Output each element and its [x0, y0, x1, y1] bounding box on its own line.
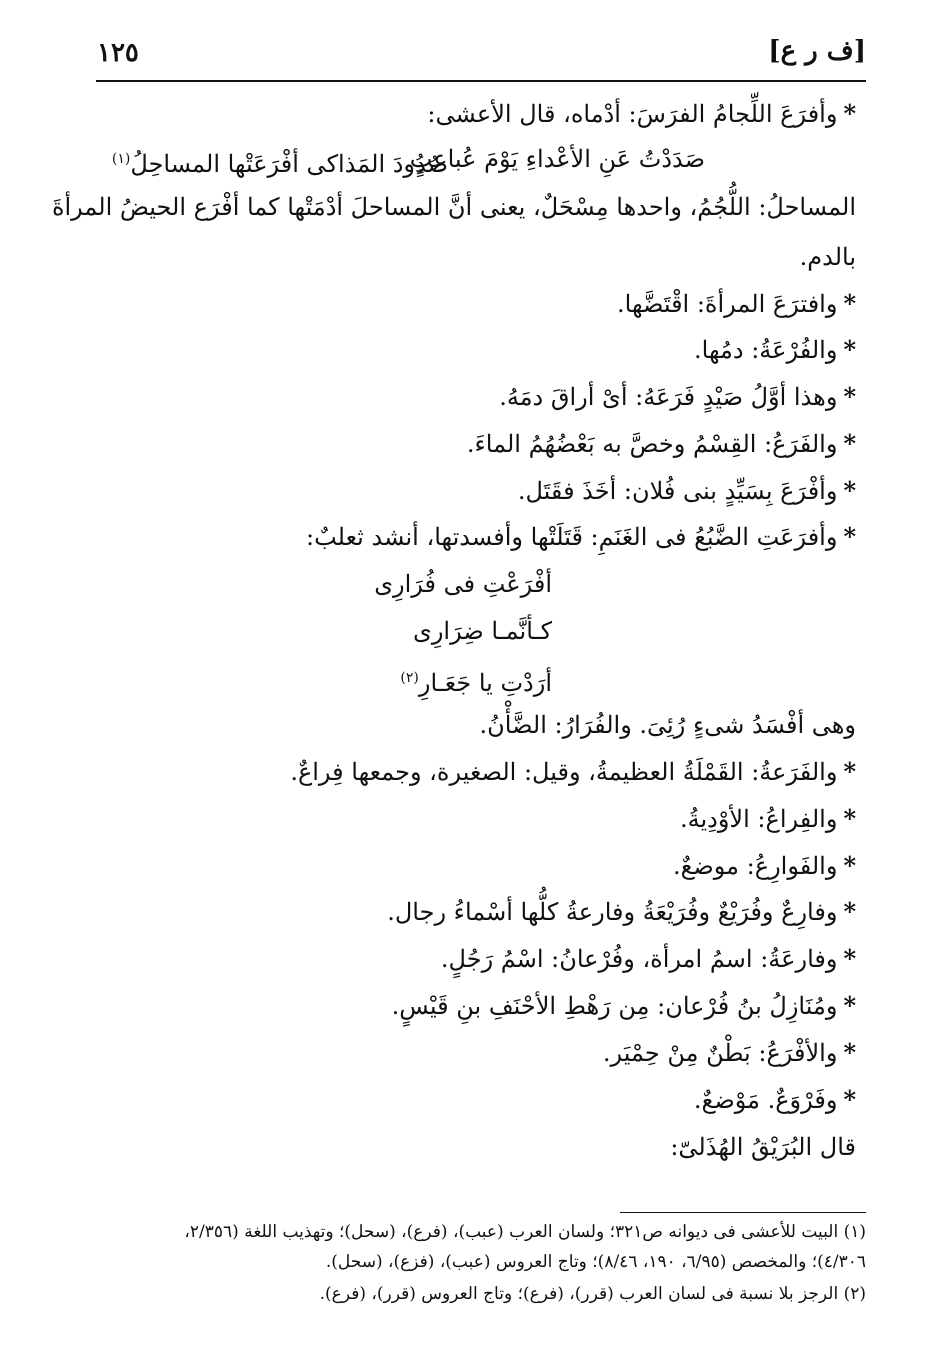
entry-line: [387, 895, 856, 929]
entry-line: [694, 1083, 856, 1117]
entry-text: وفَرْوَعٌ. مَوْضعٌ.: [693, 1086, 838, 1114]
entry-line: [800, 240, 856, 274]
poem-second-hemistich: [112, 142, 448, 181]
entry-line: [673, 849, 856, 883]
entry-text: وافترَعَ المرأةَ: اقْتَضَّها.: [617, 290, 838, 318]
footnote-line: (٢) الرجز بلا نسبة فى لسان العرب (قرر)، (فرع)؛ وتاج العروس (قرر)، (فرع).: [319, 1284, 866, 1304]
rajaz-line: أفْرَعْتِ فى فُرَارِى: [374, 570, 552, 598]
entry-line: [518, 474, 856, 508]
entry-star: *: [843, 897, 856, 926]
footnote-ref-2: (٢): [400, 670, 419, 686]
entry-text: والفِراعُ: الأوْدِيةُ.: [679, 805, 838, 833]
entry-star: *: [843, 991, 856, 1020]
entry-line: [680, 802, 856, 836]
entry-line: [617, 287, 856, 321]
entry-line: [427, 97, 856, 131]
entry-star: *: [843, 429, 856, 458]
entry-text: وأفرَعَتِ الضَّبُعُ فى الغَنَمِ: قَتَلَتْها وأفسدتها، أنشد ثعلبٌ:: [306, 523, 838, 551]
entry-star: *: [843, 335, 856, 364]
rajaz-line: [400, 661, 552, 700]
entry-text: وأفْرَعَ بِسَيِّدٍ بنى فُلان: أخَذَ فقَتَل.: [517, 477, 838, 505]
entry-line: [392, 989, 856, 1023]
entry-line: [51, 190, 856, 224]
poem-second-hemistich-text: صُدُودَ المَذاكى أفْرَعَتْها المساحِلُ: [130, 150, 448, 178]
entry-text: والفَرَعُ: القِسْمُ وخصَّ به بَعْضُهُمُ الماءَ.: [466, 430, 838, 458]
entry-line: [499, 380, 856, 414]
entry-text: وهذا أوَّلُ صَيْدٍ فَرَعَهُ: أىْ أراقَ دمَهُ.: [499, 383, 838, 411]
entry-text: وهى أفْسَدُ شىءٍ رُئِىَ. والفُرَارُ: الضَّأْنُ.: [479, 711, 856, 739]
entry-star: *: [843, 382, 856, 411]
header-divider: [96, 80, 866, 82]
entry-text: المساحلُ: اللُّجُمُ، واحدها مِسْحَلٌ، يعنى أنَّ المساحلَ أدْمَتْها كما أفْرَع الحيضُ المرأةَ: [51, 193, 856, 221]
entry-text: والأفْرَعُ: بَطْنٌ مِنْ حِمْيَر.: [602, 1039, 838, 1067]
footnote-ref-1: (١): [111, 151, 131, 167]
entry-text: والفُرْعَةُ: دمُها.: [694, 336, 838, 364]
entry-text: بالدم.: [799, 243, 856, 271]
page-number: ١٢٥: [97, 38, 139, 68]
entry-line: [694, 333, 856, 367]
entry-star: *: [843, 99, 856, 128]
entry-star: *: [843, 804, 856, 833]
root-header: [ف ر ع]: [768, 36, 866, 66]
entry-text: والفَوارِعُ: موضعٌ.: [673, 852, 838, 880]
entry-text: ومُنَازِلُ بنُ فُرْعان: مِن رَهْطِ الأحْنَفِ بنِ قَيْسٍ.: [391, 992, 838, 1020]
entry-line: [441, 942, 856, 976]
entry-star: *: [843, 757, 856, 786]
entry-text: وفارعَةُ: اسمُ امرأة، وفُرْعانُ: اسْمُ رَجُلٍ.: [440, 945, 838, 973]
entry-text: وأفرَعَ اللِّجامُ الفرَسَ: أدْماه، قال الأعشى:: [427, 100, 838, 128]
entry-star: *: [843, 944, 856, 973]
footnote-line: (١) البيت للأعشى فى ديوانه ص٣٢١؛ ولسان العرب (عبب)، (فرع)، (سحل)؛ وتهذيب اللغة (٢/٣٥٦،: [184, 1222, 866, 1242]
entry-text: قال البُرَيْقُ الهُذَلىّ:: [670, 1133, 856, 1161]
entry-line: [670, 1130, 856, 1164]
entry-text: والفَرَعةُ: القَمْلَةُ العظيمةُ، وقيل: الصغيرة، وجمعها فِراعٌ.: [290, 758, 838, 786]
entry-star: *: [843, 522, 856, 551]
entry-text: وفارِعٌ وفُرَيْعٌ وفُرَيْعَةُ وفارعةُ كلُّها أسْماءُ رجال.: [387, 898, 838, 926]
entry-star: *: [843, 289, 856, 318]
entry-line: [306, 520, 856, 554]
entry-line: [290, 755, 856, 789]
footnote-line: ٤/٣٠٦)؛ والمخصص (٦/٩٥، ١٩٠، ٨/٤٦)؛ وتاج العروس (عبب)، (فزع)، (سحل).: [325, 1252, 866, 1272]
entry-star: *: [843, 851, 856, 880]
poem-first-hemistich: صَدَدْتُ عَنِ الأعْداءِ يَوْمَ عُباعِبٍ: [409, 145, 705, 173]
entry-line: [467, 427, 856, 461]
rajaz-line: كـأنَّمـا ضِرَارِى: [413, 617, 552, 645]
entry-star: *: [843, 476, 856, 505]
footnote-divider: [620, 1212, 866, 1213]
entry-star: *: [843, 1085, 856, 1114]
rajaz-line-text: أرَدْتِ يا جَعَـارِ: [418, 669, 552, 697]
entry-line: [603, 1036, 856, 1070]
entry-line: [480, 708, 857, 742]
entry-star: *: [843, 1038, 856, 1067]
